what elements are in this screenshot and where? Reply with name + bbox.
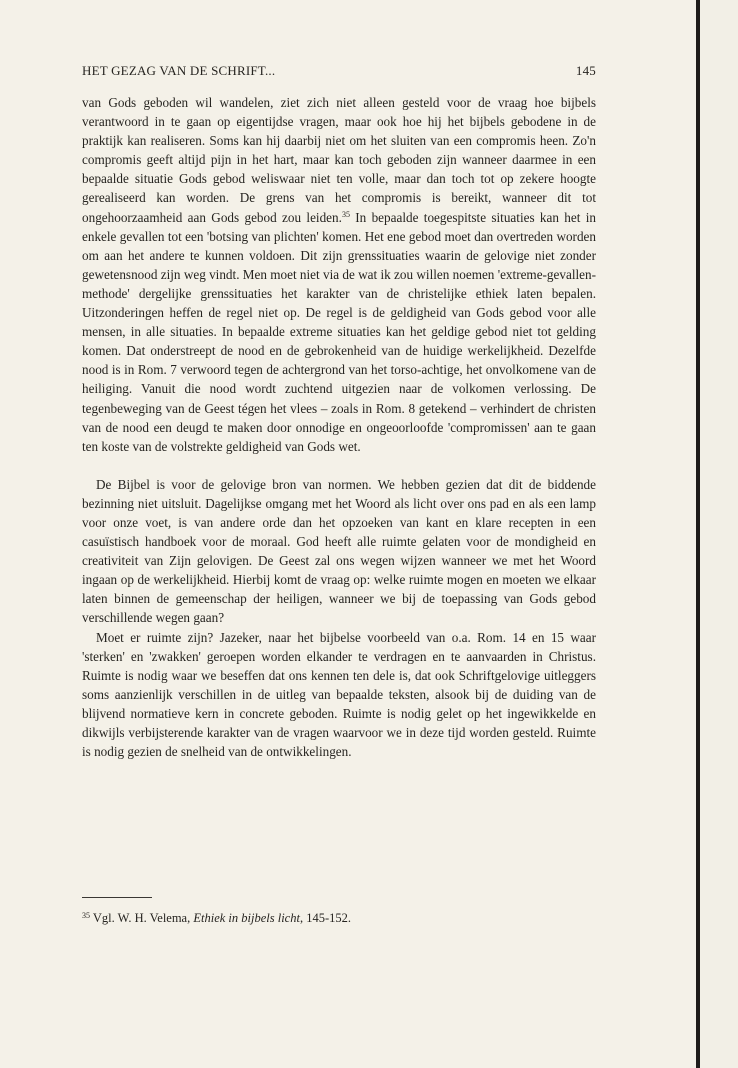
- footnote-suffix: , 145-152.: [299, 911, 351, 925]
- footnote-prefix: Vgl. W. H. Velema,: [90, 911, 194, 925]
- paragraph-1-part-2: In bepaalde toegespitste situaties kan het in enkele gevallen tot een 'botsing van plichten' komen. Het ene gebod moet dan overtreden worden om aan het andere te kunnen voldoen. Dit zijn grenssituaties waarin de gelovige niet zonder gewetensnood zijn weg vindt. Men moet niet via de wat ik zou willen noemen 'extreme-gevallen-methode' dergelijke grenssituaties het karakter van de christelijke ethiek laten bepalen. Uitzonderingen heffen de regel niet op. De regel is de geldigheid van Gods gebod voor alle mensen, in alle situaties. In bepaalde extreme situaties kan het geldige gebod niet tot gelding komen. Dat onderstreept de nood en de gebrokenheid van de huidige werkelijkheid. Dezelfde nood is in Rom. 7 verwoord tegen de achtergrond van het torso-achtige, het onvolkomene van de heiliging. Vanuit die nood wordt zuchtend uitgezien naar de volkomen verlossing. De tegenbeweging van de Geest tégen het vlees – zoals in Rom. 8 getekend – verhindert de christen van de nood een deugd te maken door onnodige en ongeoorloofde 'compromissen' aan te gaan ten koste van de volstrekte geldigheid van Gods wet.: [82, 209, 597, 454]
- running-head: [82, 63, 596, 79]
- paragraph-3: Moet er ruimte zijn? Jazeker, naar het bijbelse voorbeeld van o.a. Rom. 14 en 15 waar 'sterken' en 'zwakken' geroepen worden elkander te verdragen en te aanvaarden in Christus. Ruimte is nodig waar we beseffen dat ons kennen ten dele is, dat ook Schriftgelovige uitleggers soms aanzienlijk verschillen in de uitleg van bepaalde teksten, alsook bij de duiding van de blijvend normatieve kern in concrete geboden. Ruimte is nodig gelet op het ingewikkelde en dikwijls verbijsterende karakter van de vragen waarvoor we in deze tijd worden gesteld. Ruimte is nodig gezien de snelheid van de ontwikkelingen.: [82, 629, 596, 760]
- paragraph-2: De Bijbel is voor de gelovige bron van normen. We hebben gezien dat dit de biddende bezinning niet uitsluit. Dagelijkse omgang met het Woord als licht over ons pad en als een lamp voor onze voet, is van andere orde dan het opzoeken van kant en klare recepten in een casuïstisch handboek voor de moraal. God heeft alle ruimte gelaten voor de mondigheid en creativiteit van Zijn gelovigen. De Geest zal ons wegen wijzen wanneer we met het Woord ingaan op de werkelijkheid. Hierbij komt de vraag op: welke ruimte mogen en moeten we elkaar laten binnen de gemeenschap der heiligen, wanneer we bij de toepassing van Gods gebod verschillende wegen gaan?: [82, 476, 596, 626]
- footnote-book-title: Ethiek in bijbels licht: [193, 911, 300, 925]
- footnote-reference[interactable]: 35: [341, 209, 350, 219]
- footnote-divider: [82, 897, 152, 898]
- running-head-title: HET GEZAG VAN DE SCHRIFT...: [82, 63, 276, 78]
- page-number: 145: [575, 63, 596, 78]
- footnote-number: 35: [82, 911, 90, 920]
- footnote: [82, 911, 596, 926]
- paragraph-1-part-1: van Gods geboden wil wandelen, ziet zich niet alleen gesteld voor de vraag hoe bijbels verantwoord in te gaan op eigentijdse vragen, maar ook hoe hij het bijbels gebodene in de praktijk kan realiseren. Soms kan hij daarbij niet om het sluiten van een compromis heen. Zo'n compromis geeft altijd pijn in het hart, maar kan toch geboden zijn wanneer daarmee in een bepaalde situatie Gods gebod weliswaar niet ten volle, maar dan toch tot op zekere hoogte gerealiseerd kan worden. De grens van het compromis is bereikt, wanneer dit tot ongehoorzaamheid aan Gods gebod zou leiden.: [82, 95, 596, 225]
- paragraph-1: [82, 93, 596, 456]
- body-text: [82, 93, 596, 761]
- scan-margin: [700, 0, 738, 1068]
